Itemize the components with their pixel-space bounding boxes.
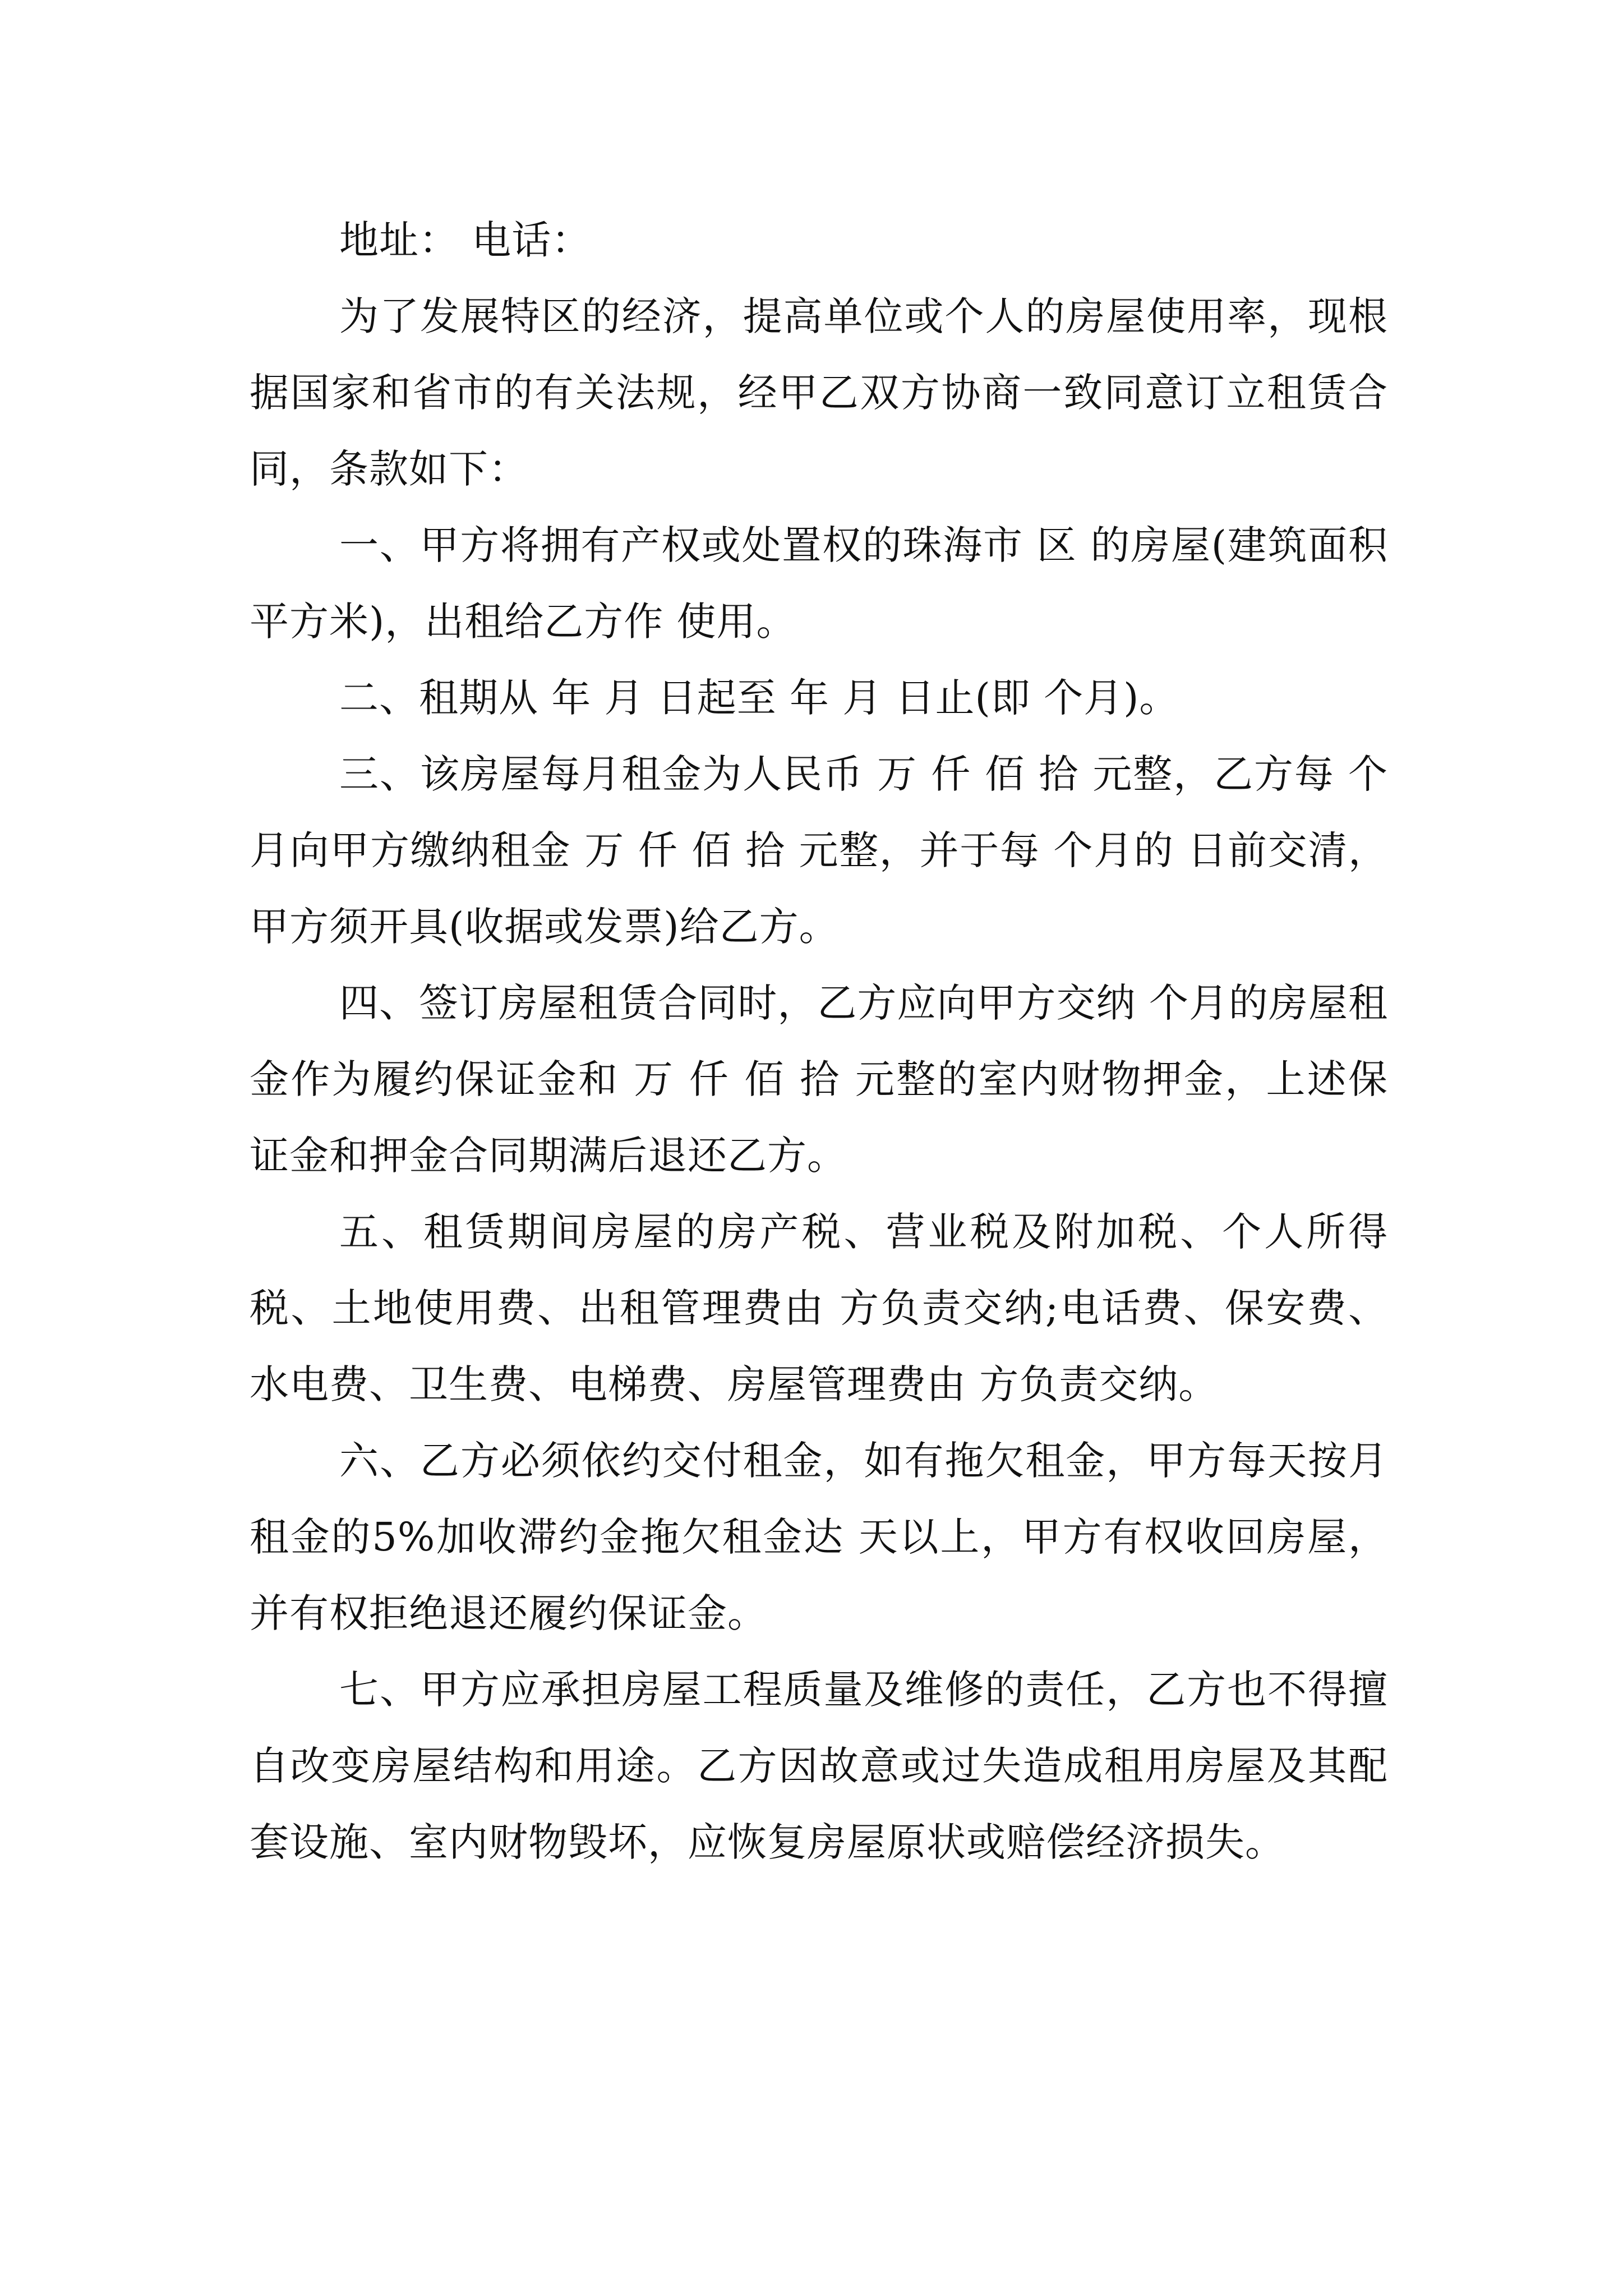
clause-1: 一、甲方将拥有产权或处置权的珠海市 区 的房屋(建筑面积 平方米)，出租给乙方作 使用。 <box>250 522 1388 645</box>
preamble-paragraph: 为了发展特区的经济，提高单位或个人的房屋使用率，现根据国家和省市的有关法规，经甲乙双方协商一致同意订立租赁合同，条款如下： <box>250 293 1388 492</box>
clause-5: 五、租赁期间房屋的房产税、营业税及附加税、个人所得税、土地使用费、出租管理费由 方负责交纳;电话费、保安费、水电费、卫生费、电梯费、房屋管理费由 方负责交纳。 <box>250 1209 1388 1407</box>
address-phone-line: 地址： 电话： <box>339 217 592 263</box>
document-body <box>250 202 1388 1880</box>
clause-4: 四、签订房屋租赁合同时，乙方应向甲方交纳 个月的房屋租金作为履约保证金和 万 仟 佰 拾 元整的室内财物押金，上述保证金和押金合同期满后退还乙方。 <box>250 980 1388 1179</box>
clause-7: 七、甲方应承担房屋工程质量及维修的责任，乙方也不得擅自改变房屋结构和用途。乙方因故意或过失造成租用房屋及其配套设施、室内财物毁坏，应恢复房屋原状或赔偿经济损失。 <box>250 1667 1388 1865</box>
clause-2: 二、租期从 年 月 日起至 年 月 日止(即 个月)。 <box>339 675 1179 721</box>
clause-6: 六、乙方必须依约交付租金，如有拖欠租金，甲方每天按月租金的5%加收滞约金拖欠租金达 天以上，甲方有权收回房屋，并有权拒绝退还履约保证金。 <box>250 1438 1388 1636</box>
clause-3: 三、该房屋每月租金为人民币 万 仟 佰 拾 元整，乙方每 个月向甲方缴纳租金 万 仟 佰 拾 元整，并于每 个月的 日前交清，甲方须开具(收据或发票)给乙方。 <box>250 751 1388 950</box>
